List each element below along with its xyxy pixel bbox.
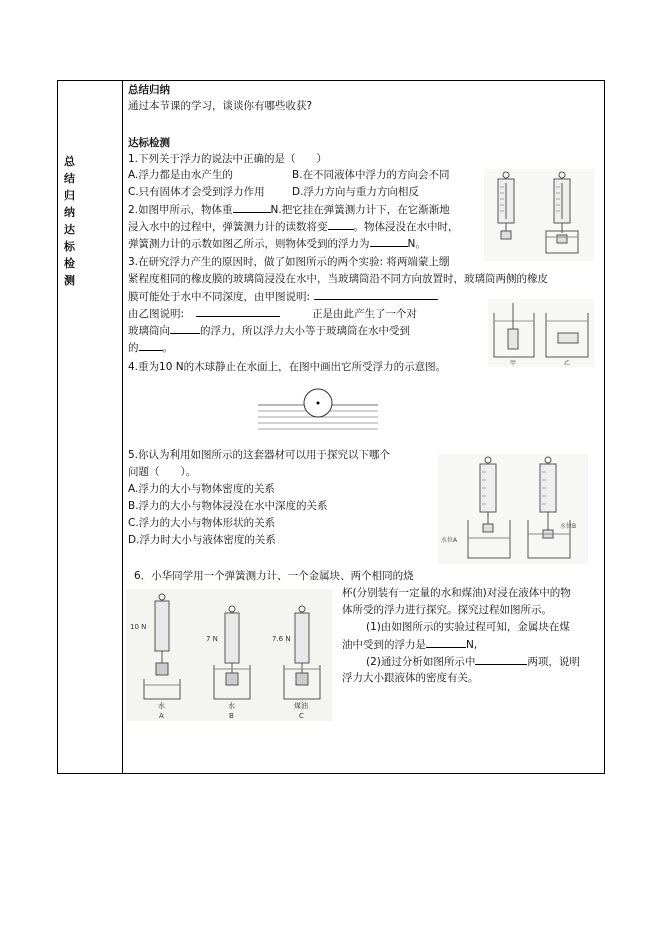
liquid-c: 煤油 [294,702,308,710]
summary-heading: 总结归纳 [128,84,170,96]
figure-label-jia: 甲 [510,360,517,367]
q6-text: (2)通过分析如图所示中 [366,656,476,668]
reading-b: 7 N [206,635,218,643]
q4-stem: 4.重为10 N的木球静止在水面上，在图中画出它所受浮力的示意图。 [128,361,447,373]
q6-line1: 6．小华同学用一个弹簧测力计、一个金属块、两个相同的烧 [134,570,414,582]
letter-b: B [229,712,234,720]
reading-a: 10 N [130,623,147,631]
q6-text: N, [466,639,478,651]
q6-text: 油中受到的浮力是 [342,639,426,651]
q5-option-b: B.浮力的大小与物体浸没在水中深度的关系 [128,500,328,512]
liquid-b: 水 [228,702,235,710]
q2-text: 弹簧测力计的示数如图乙所示，则物体受到的浮力为 [128,238,370,250]
answer-blank[interactable] [314,289,438,300]
answer-blank[interactable] [475,654,527,665]
q6-line4: (1)由如图所示的实验过程可知，金属块在煤 [366,621,570,633]
q1-option-d: D.浮力方向与重力方向相反 [292,186,419,198]
liquid-a: 水 [158,702,165,710]
worksheet-table [57,80,605,774]
water-level-figure [438,454,588,564]
q1-option-a: A.浮力都是由水产生的 [128,169,233,181]
q3-text: 由乙图说明: [128,308,185,320]
q6-line5 [342,637,477,652]
q2-line3 [128,236,426,251]
q6-line2: 杯(分别装有一定量的水和煤油)对浸在液体中的物 [342,587,571,599]
q3-text: 正是由此产生了一个对 [312,308,418,320]
q2-text: N。 [407,238,426,250]
q1-option-b: B.在不同液体中浮力的方向会不同 [292,169,450,181]
q2-text: 。物体浸没在水中时， [353,221,459,233]
q2-text: N.把它挂在弹簧测力计下，在它渐渐地 [270,204,450,216]
answer-blank[interactable] [196,306,280,317]
q5-option-d: D.浮力时大小与液体密度的关系 [128,534,276,546]
summary-prompt: 通过本节课的学习，谈谈你有哪些收获? [128,100,313,112]
q3-text: 玻璃筒向 [128,325,170,337]
water-level-b-label: 水位B [560,523,577,530]
spring-scale-figure [484,169,594,261]
q1-option-c: C.只有固体才会受到浮力作用 [128,186,265,198]
q3-text: 膜可能处于水中不同深度，由甲图说明: [128,291,311,303]
q2-text: 2.如图甲所示，物体重 [128,204,233,216]
q2-line2 [128,219,459,234]
q3-line1: 3.在研究浮力产生的原因时，做了如图所示的两个实验: 将两端蒙上绷 [128,256,450,268]
q6-text: 两项，说明 [527,656,580,668]
q3-line3 [128,289,438,304]
floating-ball-figure[interactable] [258,381,378,433]
section-label [64,153,84,289]
q6-line7: 浮力大小跟液体的密度有关。 [342,672,479,684]
q5-line2: 问题（ ）。 [128,466,197,478]
figure-label-yi: 乙 [564,360,571,367]
q1-stem: 1.下列关于浮力的说法中正确的是（ ） [128,153,328,165]
q3-text: 的浮力，所以浮力大小等于玻璃筒在水中受到 [200,325,410,337]
q3-line4 [128,306,417,321]
letter-a: A [159,712,164,720]
reading-c: 7.6 N [272,635,291,643]
q3-line6 [128,340,173,355]
q5-line1: 5.你认为利用如图所示的这套器材可以用于探究以下哪个 [128,449,391,461]
section-label-line: 检测 [64,257,75,287]
left-column [58,81,123,773]
water-level-a-label: 水位A [441,537,458,544]
q5-option-a: A.浮力的大小与物体密度的关系 [128,483,275,495]
q2-text: 浸入水中的过程中，弹簧测力计的读数将变 [128,221,328,233]
q3-text: 。 [162,342,173,354]
answer-blank[interactable] [139,340,163,351]
q3-text: 的 [128,342,139,354]
q6-line3: 体所受的浮力进行探究。探究过程如图所示。 [342,604,552,616]
q3-line2: 紧程度相同的橡皮膜的玻璃筒浸没在水中，当玻璃筒沿不同方向放置时，玻璃筒两侧的橡皮 [128,273,548,285]
answer-blank[interactable] [233,202,271,213]
answer-blank[interactable] [328,219,354,230]
test-heading: 达标检测 [128,137,170,149]
section-label-line: 达标 [64,223,75,253]
q5-option-c: C.浮力的大小与物体形状的关系 [128,517,276,529]
q2-line1 [128,202,450,217]
metal-block-figure [126,589,332,721]
answer-blank[interactable] [370,236,408,247]
section-label-line: 总结 [64,155,75,185]
q3-line5 [128,323,410,338]
glass-tube-figure [488,299,594,367]
answer-blank[interactable] [426,637,466,648]
q6-line6 [366,654,580,669]
letter-c: C [299,712,304,720]
answer-blank[interactable] [170,323,200,334]
section-label-line: 归纳 [64,189,75,219]
